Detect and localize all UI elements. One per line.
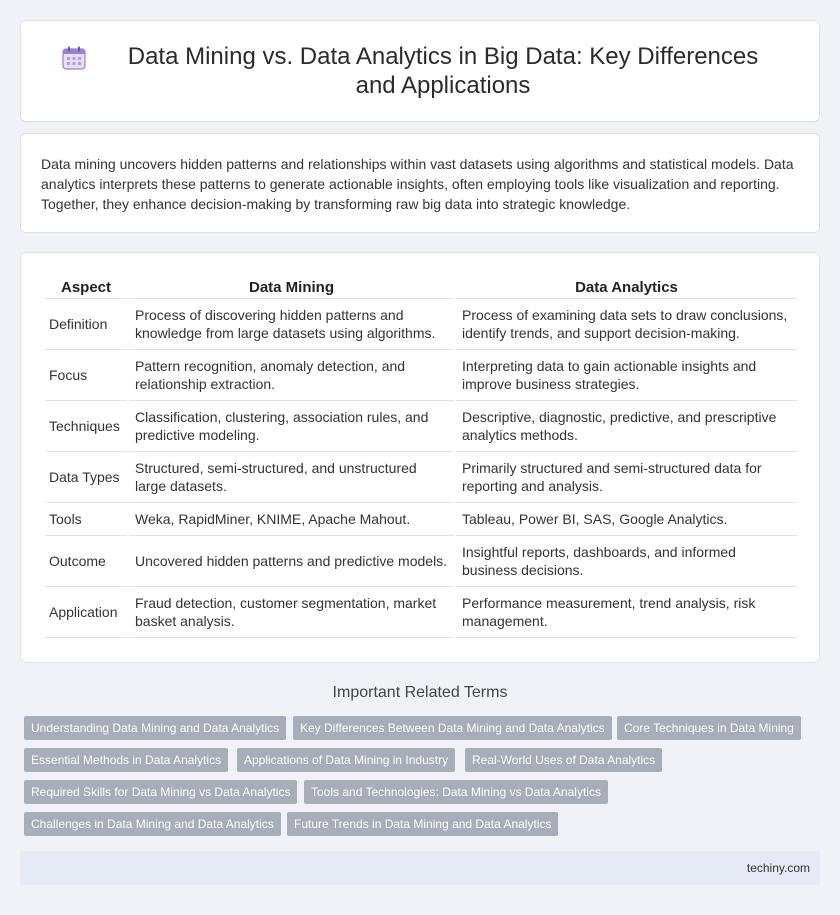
table-row — [45, 401, 797, 452]
mining-cell: Classification, clustering, association rules, and predictive modeling. — [129, 401, 454, 452]
mining-cell: Fraud detection, customer segmentation, market basket analysis. — [129, 587, 454, 638]
aspect-cell: Definition — [45, 299, 127, 350]
mining-cell: Uncovered hidden patterns and predictive models. — [129, 536, 454, 587]
related-tag[interactable]: Tools and Technologies: Data Mining vs Data Analytics — [304, 780, 608, 804]
title-wrap — [61, 42, 779, 100]
aspect-cell: Techniques — [45, 401, 127, 452]
comparison-card — [20, 252, 820, 663]
related-tag[interactable]: Required Skills for Data Mining vs Data Analytics — [24, 780, 297, 804]
intro-card — [20, 133, 820, 233]
aspect-cell: Application — [45, 587, 127, 638]
table-header-row — [45, 271, 797, 299]
related-tag[interactable]: Future Trends in Data Mining and Data Analytics — [287, 812, 558, 836]
intro-paragraph: Data mining uncovers hidden patterns and relationships within vast datasets using algorithms and statistical models. Data analytics interprets these patterns to generate actionable insights, often employing tools like visualization and reporting. Together, they enhance decision-making by transforming raw big data into strategic knowledge. — [41, 156, 794, 212]
analytics-cell: Process of examining data sets to draw conclusions, identify trends, and support decision-making. — [456, 299, 797, 350]
header-data-mining: Data Mining — [129, 271, 454, 299]
table-row — [45, 299, 797, 350]
table-row — [45, 350, 797, 401]
analytics-cell: Performance measurement, trend analysis, risk management. — [456, 587, 797, 638]
aspect-cell: Data Types — [45, 452, 127, 503]
analytics-cell: Primarily structured and semi-structured data for reporting and analysis. — [456, 452, 797, 503]
footer — [20, 851, 820, 885]
aspect-cell: Tools — [45, 503, 127, 536]
comparison-table — [43, 271, 799, 638]
analytics-cell: Descriptive, diagnostic, predictive, and prescriptive analytics methods. — [456, 401, 797, 452]
aspect-cell: Outcome — [45, 536, 127, 587]
calendar-grid-icon — [61, 45, 87, 71]
header-aspect: Aspect — [45, 271, 127, 299]
title-card — [20, 20, 820, 122]
related-terms-heading: Important Related Terms — [332, 684, 508, 701]
table-row — [45, 452, 797, 503]
related-tag[interactable]: Key Differences Between Data Mining and Data Analytics — [293, 716, 612, 740]
analytics-cell: Insightful reports, dashboards, and informed business decisions. — [456, 536, 797, 587]
related-tag[interactable]: Essential Methods in Data Analytics — [24, 748, 228, 772]
related-tag[interactable]: Real-World Uses of Data Analytics — [465, 748, 662, 772]
table-row — [45, 503, 797, 536]
mining-cell: Weka, RapidMiner, KNIME, Apache Mahout. — [129, 503, 454, 536]
mining-cell: Structured, semi-structured, and unstructured large datasets. — [129, 452, 454, 503]
related-tag[interactable]: Core Techniques in Data Mining — [617, 716, 801, 740]
table-row — [45, 587, 797, 638]
table-row — [45, 536, 797, 587]
related-tag[interactable]: Challenges in Data Mining and Data Analytics — [24, 812, 281, 836]
analytics-cell: Interpreting data to gain actionable insights and improve business strategies. — [456, 350, 797, 401]
mining-cell: Pattern recognition, anomaly detection, and relationship extraction. — [129, 350, 454, 401]
mining-cell: Process of discovering hidden patterns and knowledge from large datasets using algorithms. — [129, 299, 454, 350]
page-title: Data Mining vs. Data Analytics in Big Data: Key Differences and Applications — [127, 43, 759, 99]
aspect-cell: Focus — [45, 350, 127, 401]
analytics-cell: Tableau, Power BI, SAS, Google Analytics. — [456, 503, 797, 536]
related-tag[interactable]: Understanding Data Mining and Data Analytics — [24, 716, 286, 740]
related-tag[interactable]: Applications of Data Mining in Industry — [237, 748, 455, 772]
footer-site-link[interactable]: techiny.com — [746, 861, 810, 875]
header-data-analytics: Data Analytics — [456, 271, 797, 299]
